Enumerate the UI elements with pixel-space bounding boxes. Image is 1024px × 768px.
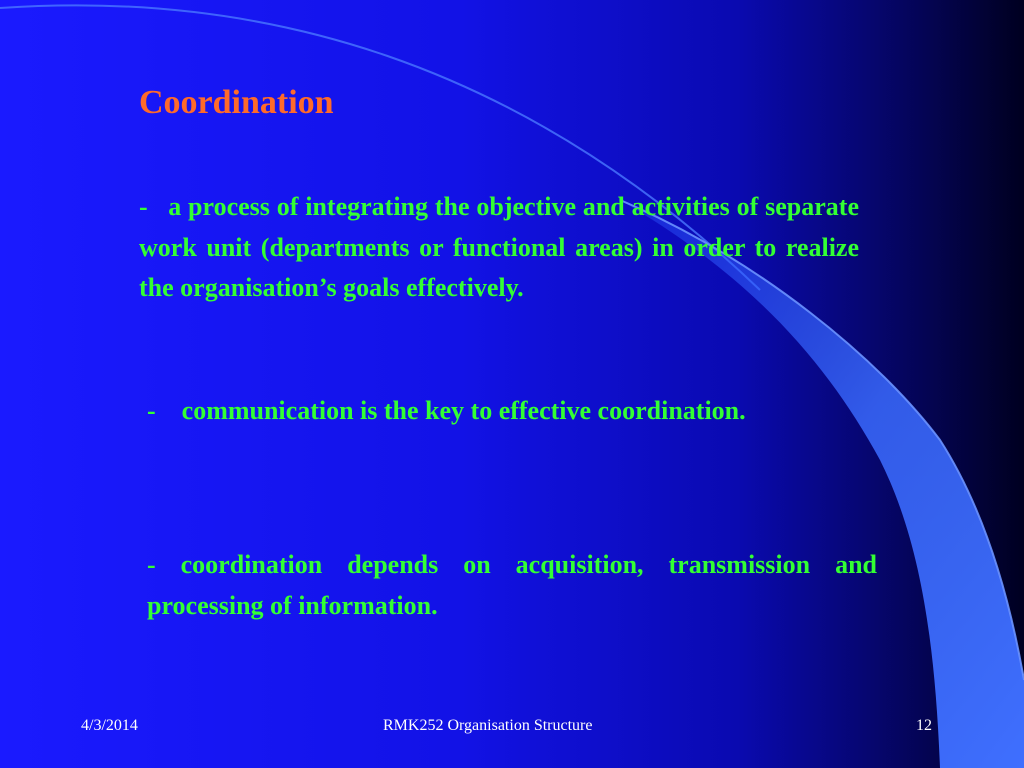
footer-page-number: 12: [916, 717, 932, 734]
footer-date: 4/3/2014: [81, 717, 138, 734]
paragraph-communication: - communication is the key to effective coordination.: [147, 396, 746, 425]
paragraph-definition: - a process of integrating the objective and activities of separate work unit (departments or functional areas) in order to realize the organisation’s goals effectively.: [139, 192, 866, 302]
slide-title: Coordination: [139, 84, 334, 121]
paragraph-information: - coordination depends on acquisition, transmission and processing of information.: [147, 550, 884, 620]
footer-course-title: RMK252 Organisation Structure: [383, 717, 593, 734]
